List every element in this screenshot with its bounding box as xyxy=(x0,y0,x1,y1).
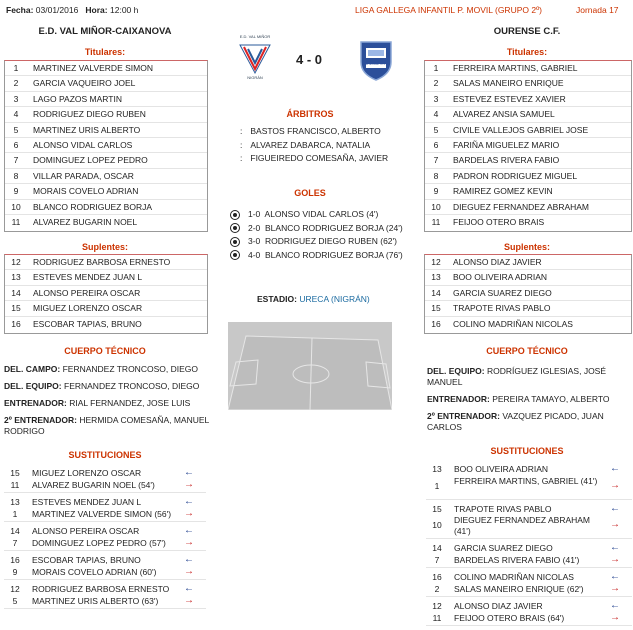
football-icon xyxy=(230,223,240,233)
away-titulares-title: Titulares: xyxy=(506,47,548,57)
player-row xyxy=(5,255,207,269)
stadium-image xyxy=(228,322,392,410)
player-name[interactable]: TRAPOTE RIVAS PABLO xyxy=(453,303,551,314)
arrow-in-icon: ← xyxy=(610,571,620,582)
player-number: 15 xyxy=(431,303,441,314)
bullet: : xyxy=(240,139,243,150)
sub-in-row xyxy=(4,497,206,509)
away-team-name[interactable]: OURENSE C.F. xyxy=(493,26,561,37)
player-number: 7 xyxy=(434,554,440,565)
player-name[interactable]: ESCOBAR TAPIAS, BRUNO xyxy=(33,318,142,329)
player-number: 13 xyxy=(10,497,20,507)
player-name[interactable]: MARTINEZ URIS ALBERTO (63') xyxy=(32,595,159,606)
player-number: 12 xyxy=(431,257,441,267)
player-number: 14 xyxy=(11,287,21,298)
arrow-out-icon: → xyxy=(184,594,194,606)
goal-text: 1-0 ALONSO VIDAL CARLOS (4') xyxy=(248,209,379,219)
player-number: 10 xyxy=(11,201,21,212)
sub-in-row xyxy=(4,526,206,538)
player-number: 11 xyxy=(10,479,20,490)
player-number: 3 xyxy=(13,93,19,104)
player-name[interactable]: COLINO MADRIÑAN NICOLAS xyxy=(454,572,574,582)
player-row xyxy=(5,106,207,121)
arbitros-list xyxy=(240,125,388,166)
player-number: 9 xyxy=(13,186,19,197)
player-number: 5 xyxy=(12,595,18,606)
goles-list xyxy=(230,208,403,262)
staff-item xyxy=(427,394,627,405)
home-crest-icon xyxy=(236,39,274,79)
player-row xyxy=(5,269,207,284)
player-number: 2 xyxy=(434,583,440,594)
substitution xyxy=(4,584,206,609)
staff-item xyxy=(4,364,210,375)
home-crest: E.D. VAL MIÑOR NIGRÁN xyxy=(236,34,274,84)
sub-out-row xyxy=(426,613,632,625)
staff-role: 2º ENTRENADOR: xyxy=(4,415,77,425)
player-row xyxy=(425,106,631,121)
substitution xyxy=(426,601,632,626)
player-number: 15 xyxy=(11,303,21,314)
goal-item xyxy=(230,235,403,249)
staff-name: PEREIRA TAMAYO, ALBERTO xyxy=(492,394,610,404)
jornada: Jornada 17 xyxy=(576,5,619,15)
player-name[interactable]: ESTEVEZ ESTEVEZ XAVIER xyxy=(453,93,566,104)
player-number: 9 xyxy=(12,566,18,577)
referee-name: FIGUEIREDO COMESAÑA, JAVIER xyxy=(250,153,389,163)
player-row xyxy=(5,214,207,229)
goal-text: 3-0 RODRIGUEZ DIEGO RUBEN (62') xyxy=(248,236,397,246)
player-row xyxy=(425,122,631,137)
staff-role: 2º ENTRENADOR: xyxy=(427,411,500,421)
home-cuerpo-title: CUERPO TÉCNICO xyxy=(64,346,146,356)
player-row xyxy=(5,91,207,106)
player-number: 5 xyxy=(433,124,439,135)
player-name[interactable]: ALONSO DIAZ JAVIER xyxy=(453,257,542,267)
stadium-pitch-icon xyxy=(228,322,392,410)
player-name[interactable]: ESTEVES MENDEZ JUAN L xyxy=(32,497,142,507)
football-icon xyxy=(230,210,240,220)
home-team-name[interactable]: E.D. VAL MIÑOR-CAIXANOVA xyxy=(38,26,172,37)
match-date: Fecha: 03/01/2016 Hora: 12:00 h xyxy=(6,5,139,15)
player-number: 16 xyxy=(432,572,442,582)
player-name[interactable]: DOMINGUEZ LOPEZ PEDRO xyxy=(33,155,148,166)
arrow-in-icon: ← xyxy=(184,583,194,594)
player-row xyxy=(5,183,207,198)
player-number: 12 xyxy=(10,584,20,594)
player-number: 15 xyxy=(432,503,442,514)
player-number: 10 xyxy=(432,520,442,530)
goal-item xyxy=(230,249,403,263)
arrow-in-icon: ← xyxy=(610,463,620,474)
staff-name: VAZQUEZ PICADO, JUAN CARLOS xyxy=(427,411,604,432)
arrow-out-icon: → xyxy=(184,507,194,519)
player-row xyxy=(5,152,207,167)
league-name[interactable]: LIGA GALLEGA INFANTIL P. MOVIL (GRUPO 2º) xyxy=(355,5,543,15)
player-number: 7 xyxy=(13,155,19,166)
player-number: 9 xyxy=(433,186,439,197)
player-name[interactable]: ALONSO VIDAL CARLOS xyxy=(33,139,133,150)
referee-item xyxy=(240,125,388,139)
player-row xyxy=(5,168,207,183)
player-row xyxy=(425,214,631,229)
sub-out-row xyxy=(4,538,206,550)
player-row xyxy=(5,75,207,90)
player-number: 14 xyxy=(431,287,441,298)
player-name[interactable]: FARIÑA MIGUELEZ MARIO xyxy=(453,139,560,150)
player-number: 4 xyxy=(13,109,19,120)
away-sust-list xyxy=(426,464,632,630)
substitution xyxy=(4,555,206,580)
staff-name: RIAL FERNANDEZ, JOSE LUIS xyxy=(69,398,191,408)
player-row xyxy=(5,122,207,137)
arrow-out-icon: → xyxy=(610,582,620,594)
player-number: 4 xyxy=(433,109,439,120)
player-name[interactable]: TRAPOTE RIVAS PABLO xyxy=(454,503,552,514)
sub-out-row xyxy=(426,584,632,596)
player-row xyxy=(425,75,631,90)
player-row xyxy=(5,316,207,331)
player-name[interactable]: ALONSO PEREIRA OSCAR xyxy=(33,287,141,298)
player-name[interactable]: PADRON RODRIGUEZ MIGUEL xyxy=(453,170,578,181)
player-number: 5 xyxy=(13,124,19,135)
player-name[interactable]: ALVAREZ ANSIA SAMUEL xyxy=(453,109,555,120)
away-cuerpo-title: CUERPO TÉCNICO xyxy=(486,346,568,356)
goles-title: GOLES xyxy=(294,188,326,198)
player-row xyxy=(425,300,631,315)
away-crest: OURENSE C.F. xyxy=(355,36,397,82)
sub-out-row xyxy=(426,476,632,498)
staff-item xyxy=(4,415,210,437)
player-number: 15 xyxy=(10,468,20,478)
player-number: 2 xyxy=(433,78,439,89)
arrow-in-icon: ← xyxy=(610,542,620,553)
substitution xyxy=(426,543,632,568)
player-name[interactable]: SALAS MANEIRO ENRIQUE xyxy=(453,78,564,89)
player-name[interactable]: MARTINEZ URIS ALBERTO xyxy=(33,124,141,135)
home-suplentes-title: Suplentes: xyxy=(81,242,128,252)
player-row xyxy=(425,285,631,300)
player-name[interactable]: ESTEVES MENDEZ JUAN L xyxy=(33,272,143,283)
player-name[interactable]: MIGUEZ LORENZO OSCAR xyxy=(32,468,142,478)
sub-in-row xyxy=(426,572,632,584)
sub-in-row xyxy=(426,601,632,613)
player-name[interactable]: BOO OLIVEIRA ADRIAN xyxy=(454,464,549,474)
sub-out-row xyxy=(426,515,632,537)
substitution xyxy=(4,468,206,493)
home-titulares-list xyxy=(4,60,208,232)
home-titulares-title: Titulares: xyxy=(84,47,126,57)
player-name[interactable]: COLINO MADRIÑAN NICOLAS xyxy=(453,318,573,329)
home-cuerpo-list xyxy=(4,364,210,443)
staff-item xyxy=(4,398,210,409)
player-number: 7 xyxy=(12,537,18,548)
sub-out-row xyxy=(4,480,206,492)
substitution xyxy=(426,504,632,540)
player-number: 13 xyxy=(11,272,21,283)
player-name[interactable]: CIVILE VALLEJOS GABRIEL JOSE xyxy=(453,124,589,135)
player-number: 12 xyxy=(11,257,21,267)
player-row xyxy=(5,300,207,315)
player-name[interactable]: ALVAREZ BUGARIN NOEL (54') xyxy=(32,479,155,490)
player-name[interactable]: GARCIA SUAREZ DIEGO xyxy=(454,543,553,553)
staff-role: DEL. EQUIPO: xyxy=(427,366,485,376)
player-name[interactable]: GARCIA VAQUEIRO JOEL xyxy=(33,78,136,89)
player-row xyxy=(425,183,631,198)
sub-in-row xyxy=(4,555,206,567)
player-name[interactable]: DOMINGUEZ LOPEZ PEDRO (57') xyxy=(32,537,166,548)
player-row xyxy=(5,137,207,152)
goal-item xyxy=(230,208,403,222)
score: 4 - 0 xyxy=(296,52,323,67)
arrow-in-icon: ← xyxy=(610,600,620,611)
bullet: : xyxy=(240,153,243,163)
player-name[interactable]: BOO OLIVEIRA ADRIAN xyxy=(453,272,548,283)
arrow-in-icon: ← xyxy=(184,554,194,565)
player-number: 1 xyxy=(13,63,19,73)
player-row xyxy=(425,316,631,331)
arrow-out-icon: → xyxy=(184,478,194,490)
player-name[interactable]: RAMIREZ GOMEZ KEVIN xyxy=(453,186,553,197)
referee-item xyxy=(240,152,388,166)
player-name[interactable]: MARTINEZ VALVERDE SIMON xyxy=(33,63,153,73)
player-name[interactable]: RODRIGUEZ BARBOSA ERNESTO xyxy=(33,257,171,267)
arrow-out-icon: → xyxy=(610,519,620,530)
substitution xyxy=(4,497,206,522)
arrow-out-icon: → xyxy=(610,479,620,491)
player-number: 12 xyxy=(432,601,442,611)
player-number: 13 xyxy=(432,464,442,474)
player-number: 3 xyxy=(433,93,439,104)
player-name[interactable]: DIEGUEZ FERNANDEZ ABRAHAM (41') xyxy=(454,515,591,536)
player-number: 16 xyxy=(11,318,21,329)
player-row xyxy=(425,255,631,269)
staff-item xyxy=(427,366,627,388)
sub-in-row xyxy=(4,468,206,480)
staff-item xyxy=(4,381,210,392)
away-suplentes-list xyxy=(424,254,632,334)
staff-name: RODRÍGUEZ IGLESIAS, JOSÉ MANUEL xyxy=(427,366,607,387)
player-number: 8 xyxy=(13,170,19,181)
sub-out-row xyxy=(4,509,206,521)
sub-in-row xyxy=(426,543,632,555)
away-crest-icon xyxy=(355,36,397,82)
player-number: 11 xyxy=(431,216,441,227)
player-name[interactable]: VILLAR PARADA, OSCAR xyxy=(33,170,134,181)
player-number: 16 xyxy=(431,318,441,329)
player-number: 1 xyxy=(12,508,18,519)
staff-role: ENTRENADOR: xyxy=(4,398,67,408)
player-row xyxy=(425,91,631,106)
player-number: 6 xyxy=(433,139,439,150)
player-row xyxy=(425,199,631,214)
arrow-in-icon: ← xyxy=(184,496,194,507)
arrow-in-icon: ← xyxy=(610,502,620,514)
substitution xyxy=(426,464,632,500)
staff-role: ENTRENADOR: xyxy=(427,394,490,404)
player-number: 2 xyxy=(13,78,19,89)
referee-item xyxy=(240,139,388,153)
away-cuerpo-list xyxy=(427,366,627,439)
arrow-out-icon: → xyxy=(610,553,620,565)
estadio-link[interactable]: URECA (NIGRÁN) xyxy=(299,294,370,304)
player-number: 10 xyxy=(431,201,441,212)
player-name[interactable]: FERREIRA MARTINS, GABRIEL (41') xyxy=(454,475,598,486)
player-number: 6 xyxy=(13,139,19,150)
player-row xyxy=(425,137,631,152)
player-number: 14 xyxy=(10,526,20,536)
staff-name: FERNANDEZ TRONCOSO, DIEGO xyxy=(64,381,200,391)
substitution xyxy=(4,526,206,551)
player-name[interactable]: DIEGUEZ FERNANDEZ ABRAHAM xyxy=(453,201,590,212)
home-suplentes-list xyxy=(4,254,208,334)
player-row xyxy=(5,285,207,300)
player-name[interactable]: BLANCO RODRIGUEZ BORJA xyxy=(33,201,153,212)
player-number: 8 xyxy=(433,170,439,181)
player-name[interactable]: MORAIS COVELO ADRIAN xyxy=(33,186,139,197)
arrow-in-icon: ← xyxy=(184,525,194,536)
arrow-out-icon: → xyxy=(610,611,620,623)
player-row xyxy=(5,199,207,214)
home-sust-list xyxy=(4,468,206,613)
staff-name: HERMIDA COMESAÑA, MANUEL RODRIGO xyxy=(4,415,209,436)
player-number: 11 xyxy=(432,612,442,623)
football-icon xyxy=(230,250,240,260)
player-name[interactable]: MORAIS COVELO ADRIAN (60') xyxy=(32,566,157,577)
bullet: : xyxy=(240,126,243,136)
player-name[interactable]: FEIJOO OTERO BRAIS (64') xyxy=(454,612,565,623)
sub-out-row xyxy=(426,555,632,567)
player-number: 11 xyxy=(11,216,21,227)
player-name[interactable]: FEIJOO OTERO BRAIS xyxy=(453,216,545,227)
home-sust-title: SUSTITUCIONES xyxy=(68,450,142,460)
estadio: ESTADIO: URECA (NIGRÁN) xyxy=(257,294,370,304)
player-number: 13 xyxy=(431,272,441,283)
player-name[interactable]: BARDELAS RIVERA FABIO (41') xyxy=(454,554,580,565)
arrow-in-icon: ← xyxy=(184,467,194,478)
football-icon xyxy=(230,237,240,247)
player-name[interactable]: SALAS MANEIRO ENRIQUE (62') xyxy=(454,583,584,594)
goal-text: 2-0 BLANCO RODRIGUEZ BORJA (24') xyxy=(248,222,403,233)
referee-name: BASTOS FRANCISCO, ALBERTO xyxy=(250,126,381,136)
player-name[interactable]: FERREIRA MARTINS, GABRIEL xyxy=(453,63,578,73)
player-name[interactable]: ALONSO PEREIRA OSCAR xyxy=(32,526,140,536)
substitution xyxy=(426,572,632,597)
player-number: 1 xyxy=(433,63,439,73)
sub-in-row xyxy=(4,584,206,596)
player-number: 16 xyxy=(10,555,20,565)
player-name[interactable]: MIGUEZ LORENZO OSCAR xyxy=(33,303,143,314)
player-name[interactable]: RODRIGUEZ DIEGO RUBEN xyxy=(33,109,146,120)
staff-item xyxy=(427,411,627,433)
player-row xyxy=(425,168,631,183)
sub-in-row xyxy=(426,504,632,516)
away-titulares-list xyxy=(424,60,632,232)
player-row xyxy=(5,61,207,75)
player-row xyxy=(425,269,631,284)
player-number: 7 xyxy=(433,155,439,166)
staff-role: DEL. EQUIPO: xyxy=(4,381,62,391)
arbitros-title: ÁRBITROS xyxy=(286,109,334,119)
away-sust-title: SUSTITUCIONES xyxy=(490,446,564,456)
player-name[interactable]: ALONSO DIAZ JAVIER xyxy=(454,601,543,611)
player-row xyxy=(425,61,631,75)
player-number: 1 xyxy=(434,480,440,491)
away-suplentes-title: Suplentes: xyxy=(503,242,550,252)
player-name[interactable]: BARDELAS RIVERA FABIO xyxy=(453,155,560,166)
player-name[interactable]: ESCOBAR TAPIAS, BRUNO xyxy=(32,555,141,565)
staff-name: FERNANDEZ TRONCOSO, DIEGO xyxy=(62,364,198,374)
arrow-out-icon: → xyxy=(184,536,194,548)
sub-out-row xyxy=(4,567,206,579)
player-name[interactable]: RODRIGUEZ BARBOSA ERNESTO xyxy=(32,584,170,594)
staff-role: DEL. CAMPO: xyxy=(4,364,61,374)
player-number: 14 xyxy=(432,543,442,553)
player-name[interactable]: MARTINEZ VALVERDE SIMON (56') xyxy=(32,508,172,519)
goal-text: 4-0 BLANCO RODRIGUEZ BORJA (76') xyxy=(248,249,403,260)
player-name[interactable]: ALVAREZ BUGARIN NOEL xyxy=(33,216,138,227)
arrow-out-icon: → xyxy=(184,565,194,577)
referee-name: ALVAREZ DABARCA, NATALIA xyxy=(250,139,371,150)
goal-item xyxy=(230,222,403,236)
player-name[interactable]: LAGO PAZOS MARTIN xyxy=(33,93,122,104)
player-row xyxy=(425,152,631,167)
sub-out-row xyxy=(4,596,206,608)
sub-in-row xyxy=(426,464,632,476)
player-name[interactable]: GARCIA SUAREZ DIEGO xyxy=(453,287,552,298)
